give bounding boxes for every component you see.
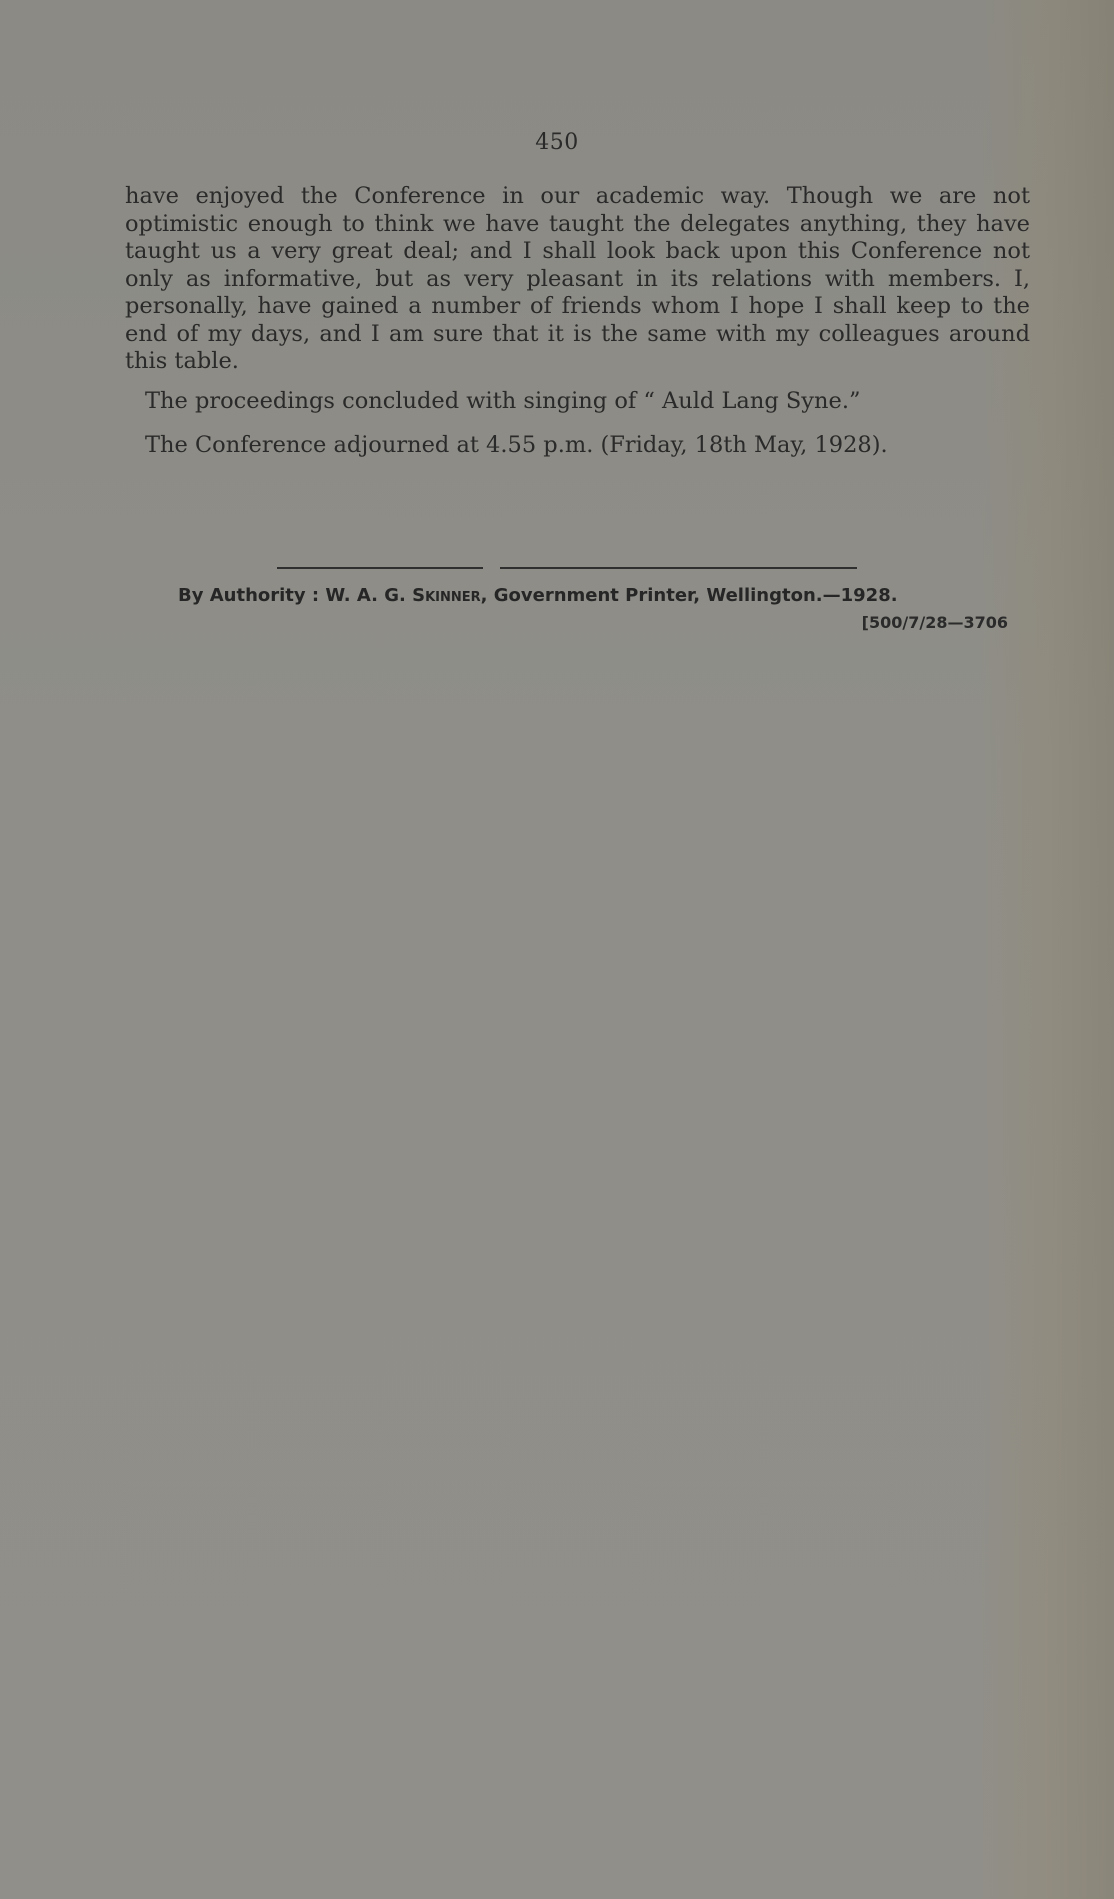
closing-remarks-paragraph: have enjoyed the Conference in our academic way. Though we are not optimistic enough to think we have taught the delegates anything, they have taught us a very great deal; and I shall look back upon this Conference not only as informative, but as very pleasant in its relations with members. I, personally, have gained a number of friends whom I hope I shall keep to the end of my days, and I am sure that it is the same with my colleagues around this table. <box>125 183 1030 374</box>
printer-name: Skinner <box>412 585 481 606</box>
divider-rule-right <box>500 567 857 569</box>
body-text <box>125 183 1030 460</box>
printer-imprint <box>178 585 898 606</box>
imprint-suffix: , Government Printer, Wellington.—1928. <box>480 585 898 606</box>
adjournment-paragraph: The Conference adjourned at 4.55 p.m. (Friday, 18th May, 1928). <box>145 432 888 458</box>
imprint-prefix: By Authority : W. A. G. <box>178 585 413 606</box>
print-job-number: [500/7/28—3706 <box>861 613 1008 632</box>
proceedings-paragraph: The proceedings concluded with singing of “ Auld Lang Syne.” <box>145 387 861 414</box>
page-number: 450 <box>535 130 579 155</box>
divider-rule-left <box>277 567 483 569</box>
